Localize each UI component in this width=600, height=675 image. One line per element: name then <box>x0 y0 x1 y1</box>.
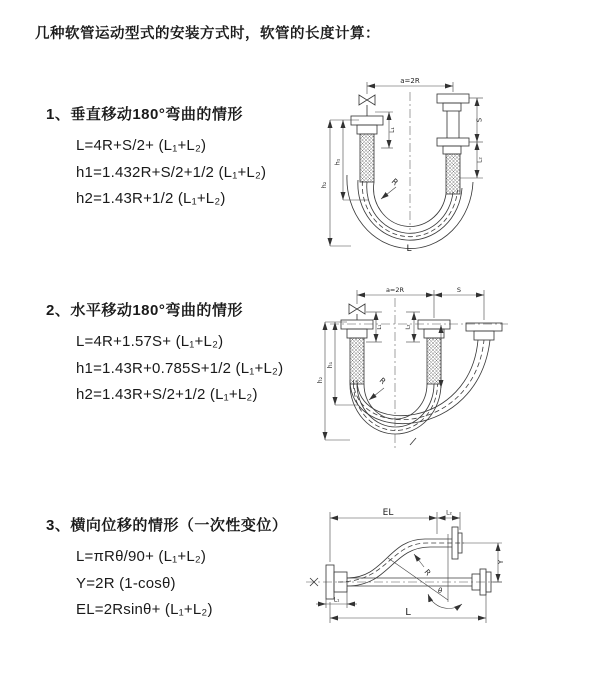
formula: L=4R+S/2+ (L₁+L₂) <box>76 137 207 154</box>
dim-label-r: R <box>389 176 400 188</box>
dim-label-s: S <box>456 286 462 294</box>
section-heading: 1、垂直移动180°弯曲的情形 <box>46 106 243 123</box>
diagram-horizontal-180-bend <box>300 280 600 465</box>
flange-middle <box>418 320 450 338</box>
dimension-el <box>330 508 437 562</box>
section-heading: 2、水平移动180°弯曲的情形 <box>46 302 243 319</box>
dim-label-h1: h₁ <box>327 361 334 369</box>
dim-label-y: Y <box>497 559 505 565</box>
hose-offset-curve <box>338 539 464 586</box>
formula: Y=2R (1-cosθ) <box>76 574 176 592</box>
section-heading: 3、横向位移的情形（一次性变位） <box>46 517 288 534</box>
dimension-l1 <box>316 588 357 608</box>
formula-list <box>76 329 283 409</box>
dim-label-l1: L₁ <box>377 324 383 330</box>
dim-label-h2: h₂ <box>317 376 324 384</box>
hose-u-bend-moved <box>350 340 490 445</box>
braided-hose-left <box>360 134 374 182</box>
formula: EL=2Rsinθ+ (L₁+L₂) <box>76 601 213 618</box>
formula: h2=1.43R+1/2 (L₁+L₂) <box>76 190 226 207</box>
braided-hose-right <box>446 154 460 194</box>
flange-right-moved <box>466 323 502 340</box>
dim-label-h1: h₁ <box>333 158 342 166</box>
dim-label-l: L <box>406 244 412 254</box>
flange-left <box>351 116 383 134</box>
formula: h2=1.43R+S/2+1/2 (L₁+L₂) <box>76 386 258 403</box>
dim-label-r: R <box>422 567 433 578</box>
diagram-lateral-offset <box>300 490 600 660</box>
dim-label-l1: L₁ <box>333 596 340 604</box>
hose-u-bend-original <box>350 384 441 434</box>
valve-icon <box>359 95 375 116</box>
dim-label-a2r: a=2R <box>400 77 420 85</box>
dim-label-r: R <box>377 375 388 386</box>
dim-label-el: EL <box>382 508 394 518</box>
dimension-a2r <box>367 77 453 94</box>
dim-label-l1: L₁ <box>389 127 396 133</box>
dimension-y <box>462 543 505 582</box>
formula: h1=1.432R+S/2+1/2 (L₁+L₂) <box>76 163 267 181</box>
formula: L=4R+1.57S+ (L₁+L₂) <box>76 333 224 350</box>
section-vertical-movement <box>46 105 266 213</box>
formula: L=πRθ/90+ (L₁+L₂) <box>76 548 207 565</box>
formula: h1=1.43R+0.785S+1/2 (L₁+L₂) <box>76 359 284 377</box>
radius-callout <box>381 177 400 199</box>
braided-hose-middle <box>427 338 441 384</box>
dim-label-h2: h₂ <box>320 181 328 189</box>
dim-label-a2r: a=2R <box>385 286 405 294</box>
flange-left <box>341 320 373 338</box>
dim-label-l2: L₂ <box>446 509 452 517</box>
radius-callout <box>369 376 388 400</box>
page-title: 几种软管运动型式的安装方式时，软管的长度计算： <box>35 26 380 42</box>
diagram-vertical-180-bend <box>303 70 593 270</box>
radius-callout <box>414 554 433 577</box>
dim-label-s: S <box>475 117 484 123</box>
dimension-l <box>330 594 486 623</box>
section-lateral-offset <box>46 516 287 624</box>
formula-list <box>76 544 287 624</box>
dim-label-l2: L₂ <box>476 157 484 163</box>
braided-hose-left <box>350 338 364 384</box>
dimension-l1 <box>366 312 383 342</box>
formula-list <box>76 133 266 213</box>
dim-label-l: L <box>405 607 411 618</box>
angle-label: θ <box>438 587 443 595</box>
flange-right-mid <box>437 138 469 154</box>
dimension-l1 <box>375 112 396 148</box>
dim-label-l2: L₂ <box>405 324 412 330</box>
section-horizontal-movement <box>46 301 283 409</box>
flange-right-top <box>437 94 469 111</box>
valve-icon <box>349 304 365 320</box>
